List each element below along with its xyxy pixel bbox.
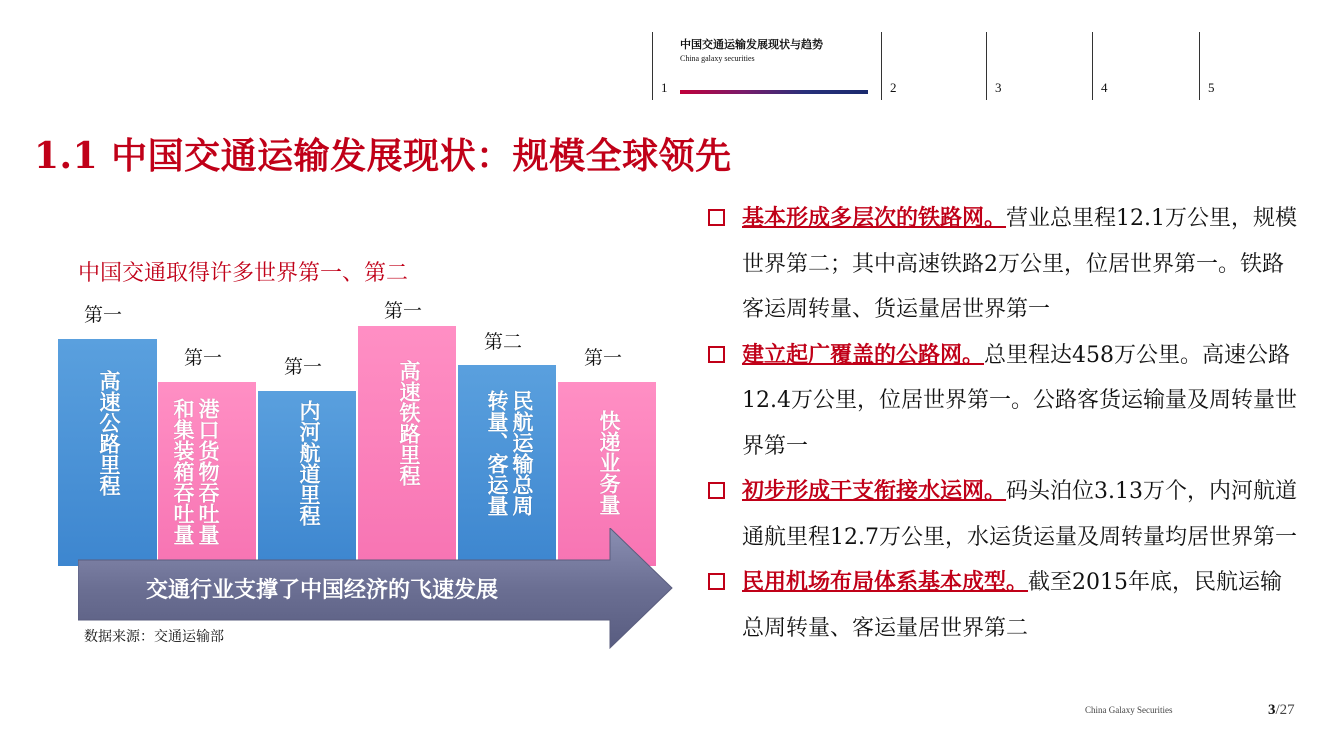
nav-divider [1199,32,1200,100]
arrow-caption: 交通行业支撑了中国经济的飞速发展 [146,578,499,603]
nav-divider [1092,32,1093,100]
checkbox-bullet-icon [708,346,725,363]
page-number [1268,702,1295,719]
bullet-airport [708,560,1298,651]
bullet-body: 码头泊位3.13万个，内河航道通航里程12.7万公里，水运货运量及周转量均居世界第一 [742,479,1298,550]
bullet-highway [708,333,1298,470]
bullet-railway [708,196,1298,333]
nav-item-1[interactable]: 1 [661,80,668,95]
nav-divider [652,32,653,100]
nav-section-title: 中国交通运输发展现状与趋势 [680,38,823,51]
nav-section-subtitle: China galaxy securities [680,54,755,63]
rank-label: 第一 [384,300,423,322]
checkbox-bullet-icon [708,209,725,226]
bar-label: 港口货物吞吐量和集装箱吞吐量 [171,398,220,545]
rank-label: 第一 [584,347,623,369]
nav-divider [881,32,882,100]
bullet-heading: 基本形成多层次的铁路网。 [742,205,1007,231]
bar-label: 内河航道里程 [297,400,321,526]
bullet-body: 截至2015年底，民航运输总周转量、客运量居世界第二 [742,570,1283,641]
nav-item-3[interactable]: 3 [995,80,1002,95]
nav-divider [986,32,987,100]
bullet-body: 营业总里程12.1万公里，规模世界第二；其中高速铁路2万公里，位居世界第一。铁路客运周转量、货运量居世界第一 [742,206,1298,322]
page-total: /27 [1275,702,1295,718]
slide-title: 1.1 中国交通运输发展现状：规模全球领先 [34,135,732,177]
infographic-subtitle: 中国交通取得许多世界第一、第二 [78,261,409,286]
bar-label: 民航运输总周转量、客运量 [485,390,534,516]
nav-active-indicator [680,90,868,94]
bar-label: 高速铁路里程 [397,360,421,486]
section-nav [652,32,1232,102]
bullet-body: 总里程达458万公里。高速公路12.4万公里，位居世界第一。公路客货运输量及周转量世界第一 [742,342,1297,459]
bar-label: 高速公路里程 [97,370,121,496]
rank-label: 第二 [484,331,523,353]
rank-label: 第一 [184,347,223,369]
bullet-heading: 初步形成干支衔接水运网。 [742,478,1007,504]
rank-label: 第一 [84,304,123,326]
nav-item-4[interactable]: 4 [1101,80,1108,95]
page-current: 3 [1268,702,1276,718]
checkbox-bullet-icon [708,482,725,499]
nav-item-2[interactable]: 2 [890,80,897,95]
rank-label: 第一 [284,356,323,378]
bar-label: 快递业务量 [597,410,621,515]
bullet-heading: 民用机场布局体系基本成型。 [742,569,1029,595]
nav-item-5[interactable]: 5 [1208,80,1215,95]
data-source-note: 数据来源：交通运输部 [84,629,224,645]
key-points-list [708,196,1298,651]
bullet-heading: 建立起广覆盖的公路网。 [742,341,985,368]
checkbox-bullet-icon [708,573,725,590]
bullet-waterway [708,469,1298,560]
footer-company: China Galaxy Securities [1085,705,1173,715]
